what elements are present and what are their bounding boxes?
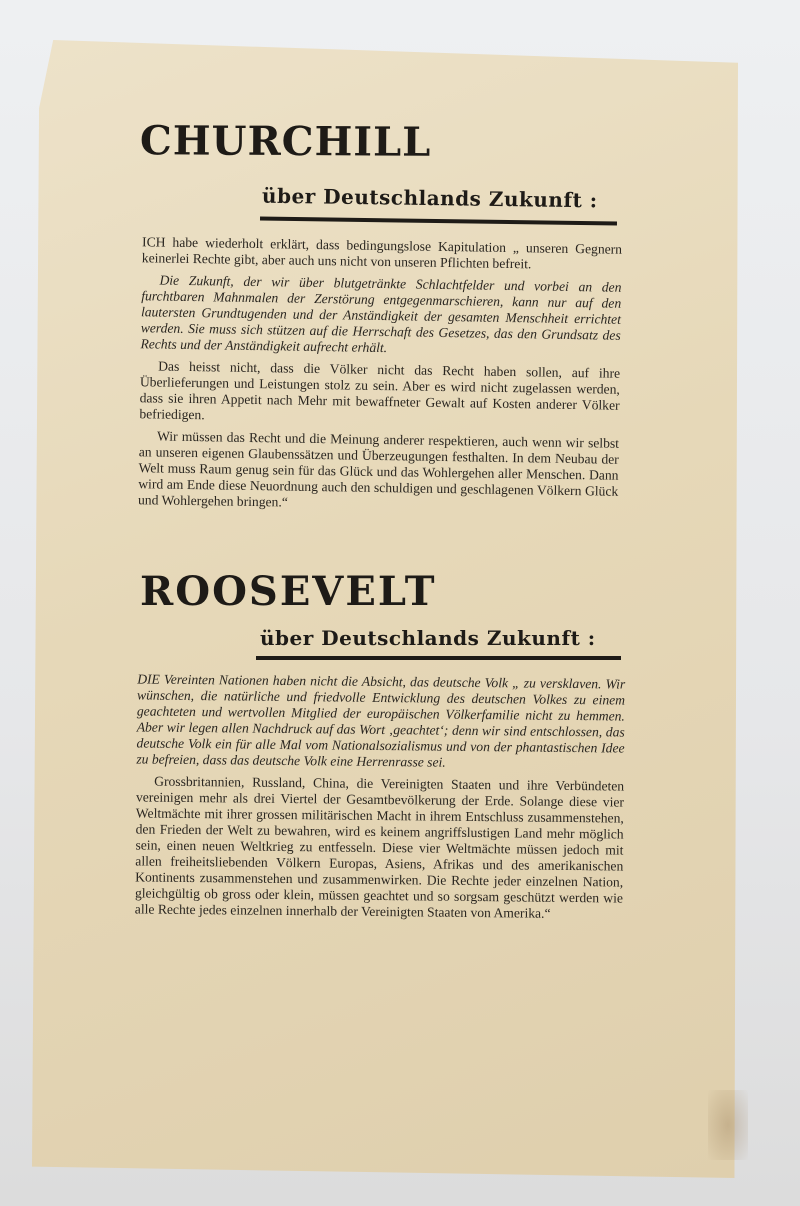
roosevelt-heading: ROOSEVELT [140, 568, 437, 615]
roosevelt-paragraph-1: DIE Vereinten Nationen haben nicht die Absicht, das deutsche Volk „ zu versklaven. Wir wünschen, die natürliche und friedvolle Entwicklung des deutschen Volkes zu einem geachteten und wertvollen Mitglied der europäischen Völkerfamilie nicht zu hemmen. Aber wir legen allen Nachdruck auf das Wort ‚geachtet‘; denn wir sind entschlossen, das deutsche Volk ein für alle Mal vom Nationalsozialismus und von der phantastischen Idee zu befreien, dass das deutsche Volk eine Herrenrasse sei. [136, 671, 626, 770]
roosevelt-underline [256, 656, 621, 660]
churchill-paragraph-3: Das heisst nicht, dass die Völker nicht das Recht haben sollen, auf ihre Überlieferungen und Leistungen stolz zu sein. Aber es wird nicht zugelassen werden, dass sie ihren Appetit nach Mehr mit bewaffneter Gewalt auf Kosten anderer Völker befriedigen. [139, 358, 621, 423]
churchill-paragraph-1: ICH habe wiederholt erklärt, dass bedingungslose Kapitulation „ unseren Gegnern keinerlei Rechte gibt, aber auch uns nicht von unseren Pflichten befreit. [141, 234, 623, 272]
churchill-paragraph-2: Die Zukunft, der wir über blutgetränkte Schlachtfelder und vorbei an den furchtbaren Mahnmalen der Zerstörung entgegenmarschieren, kann nur auf den lautersten Grundtugenden und der Anständigkeit der gesamten Menschheit errichtet werden. Sie muss sich stützen auf die Herrschaft des Gesetzes, das den Grundsatz des Rechts und der Anständigkeit aufrecht erhält. [140, 272, 622, 356]
roosevelt-subtitle: über Deutschlands Zukunft : [260, 626, 596, 650]
churchill-subtitle: über Deutschlands Zukunft : [261, 183, 598, 213]
roosevelt-text [135, 671, 626, 928]
paper-stain [708, 1090, 748, 1160]
churchill-heading: CHURCHILL [139, 117, 432, 166]
roosevelt-paragraph-2: Grossbritannien, Russland, China, die Vereinigten Staaten und ihre Verbündeten vereinigen mehr als drei Viertel der Gesamtbevölkerung der Erde. Solange diese vier Weltmächte mit ihrer grossen militärischen Macht in ihrem Entschluss zusammenstehen, den Frieden der Welt zu bewahren, wird es keinem angriffslustigen Land mehr möglich sein, einen neuen Weltkrieg zu entfesseln. Diese vier Weltmächte müssen jedoch mit allen freiheitsliebenden Völkern Europas, Asiens, Afrikas und des amerikanischen Kontinents zusammenstehen und zusammenwirken. Die Rechte jeder einzelnen Nation, gleichgültig ob gross oder klein, müssen geachtet und so sorgsam geschützt werden wie alle Rechte jedes einzelnen innerhalb der Vereinigten Staaten von Amerika.“ [134, 773, 625, 921]
churchill-text [138, 234, 622, 522]
churchill-paragraph-4: Wir müssen das Recht und die Meinung anderer respektieren, auch wenn wir selbst an unseren eigenen Glaubenssätzen und Überzeugungen festhalten. In dem Neubau der Welt muss Raum genug sein für das Glück und das Wohlergehen aller Menschen. Dann wird am Ende diese Neuordnung auch den schuldigen und geschlagenen Völkern Glück und Wohlergehen bringen.“ [137, 428, 620, 510]
